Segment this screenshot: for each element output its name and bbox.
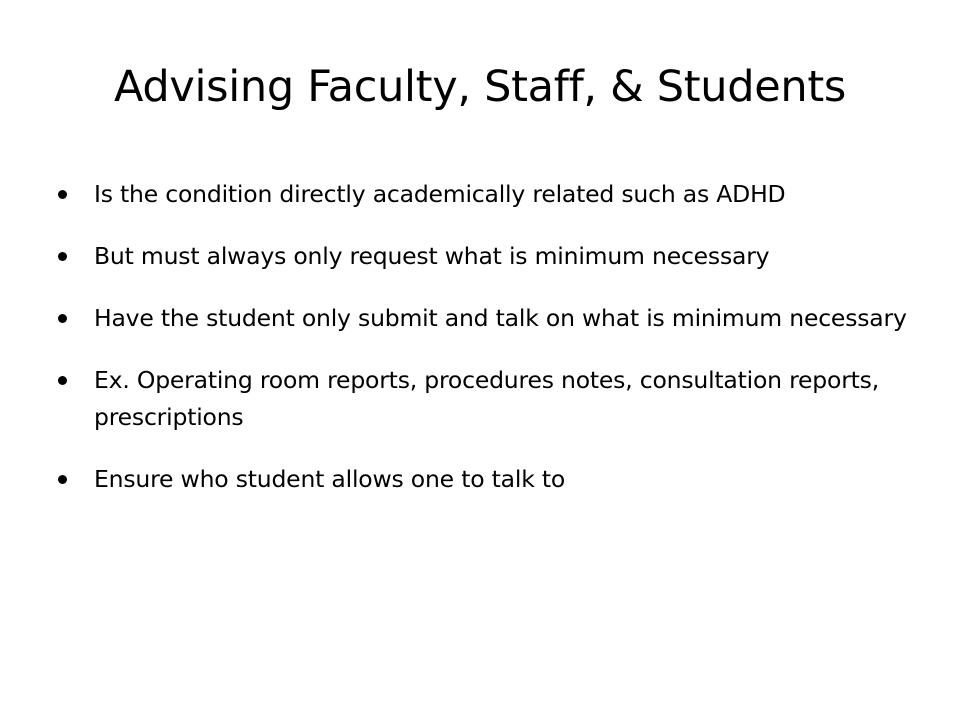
bullet-point-icon (58, 190, 67, 199)
bullet-text: Have the student only submit and talk on what is minimum necessary (94, 304, 907, 332)
bullet-point-icon (58, 314, 67, 323)
bullet-text: But must always only request what is minimum necessary (94, 242, 770, 270)
bullet-text: Is the condition directly academically related such as ADHD (94, 180, 786, 208)
bullet-item (58, 238, 908, 275)
bullet-text: Ex. Operating room reports, procedures notes, consultation reports, prescriptions (94, 366, 879, 431)
bullet-point-icon (58, 252, 67, 261)
bullet-point-icon (58, 376, 67, 385)
bullet-item (58, 461, 908, 498)
bullet-point-icon (58, 475, 67, 484)
bullet-item (58, 300, 908, 337)
bullet-list (58, 176, 908, 523)
bullet-text: Ensure who student allows one to talk to (94, 465, 566, 493)
bullet-item (58, 176, 908, 213)
bullet-item (58, 362, 908, 436)
slide-title: Advising Faculty, Staff, & Students (113, 62, 847, 112)
